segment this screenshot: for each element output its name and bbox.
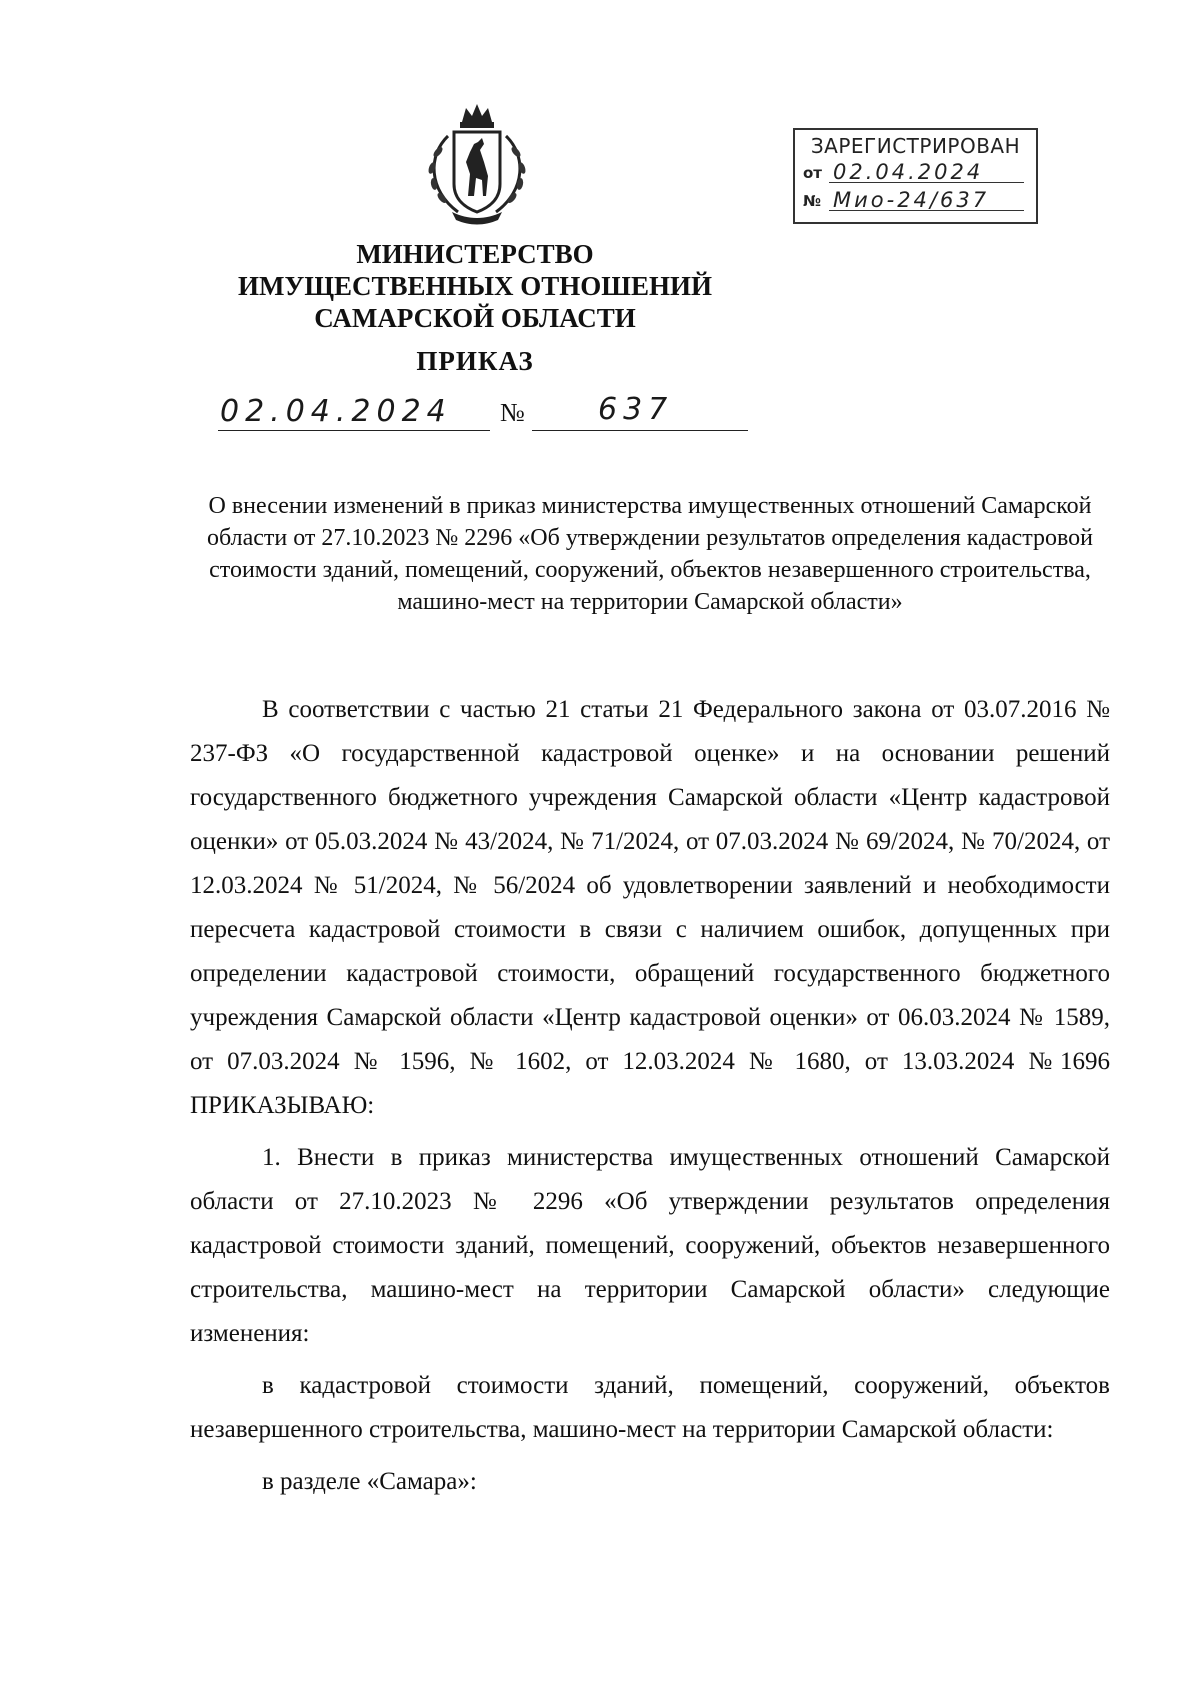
stamp-number-row xyxy=(803,186,1028,214)
body-paragraph: 1. Внести в приказ министерства имущественных отношений Самарской области от 27.10.2023 № 2296 «Об утверждении результатов определения кадастровой стоимости зданий, помещений, сооружений, объектов незавершенного строительства, машино-мест на территории Самарской области» следующие изменения: xyxy=(190,1144,1110,1347)
date-underline xyxy=(218,430,490,431)
stamp-date-label: от xyxy=(803,164,822,182)
stamp-number-value: Мио-24/637 xyxy=(833,188,990,212)
stamp-number-underline xyxy=(829,210,1024,211)
stamp-title: ЗАРЕГИСТРИРОВАН xyxy=(810,134,1021,158)
stamp-date-underline xyxy=(829,182,1024,183)
stamp-date-row xyxy=(803,158,1028,186)
registration-stamp xyxy=(793,128,1038,224)
order-date: 02.04.2024 xyxy=(220,394,452,429)
ministry-name xyxy=(215,238,735,334)
stamp-number-label: № xyxy=(803,192,822,210)
order-subject: О внесении изменений в приказ министерства имущественных отношений Самарской области от 27.10.2023 № 2296 «Об утверждении результатов определения кадастровой стоимости зданий, помещений, сооружений, объектов незавершенного строительства, машино-мест на территории Самарской области» xyxy=(207,493,1093,615)
number-underline xyxy=(532,430,748,431)
order-date-number-line xyxy=(218,390,748,440)
stamp-date-value: 02.04.2024 xyxy=(833,160,984,184)
body-paragraph: В соответствии с частью 21 статьи 21 Федерального закона от 03.07.2016 № 237-ФЗ «О государственной кадастровой оценке» и на основании решений государственного бюджетного учреждения Самарской области «Центр кадастровой оценки» от 05.03.2024 № 43/2024, № 71/2024, от 07.03.2024 № 69/2024, № 70/2024, от 12.03.2024 № 51/2024, № 56/2024 об удовлетворении заявлений и необходимости пересчета кадастровой стоимости в связи с наличием ошибок, допущенных при определении кадастровой стоимости, обращений государственного бюджетного учреждения Самарской области «Центр кадастровой оценки» от 06.03.2024 № 1589, от 07.03.2024 № 1596, № 1602, от 12.03.2024 № 1680, от 13.03.2024 №1696 ПРИКАЗЫВАЮ: xyxy=(190,696,1110,1119)
order-body xyxy=(190,688,1110,1510)
order-number: 637 xyxy=(598,392,674,427)
number-sign: № xyxy=(500,398,525,427)
ministry-name-line: МИНИСТЕРСТВО xyxy=(356,239,594,269)
coat-of-arms-emblem xyxy=(418,100,536,228)
document-type-title: ПРИКАЗ xyxy=(416,346,534,376)
ministry-name-line: ИМУЩЕСТВЕННЫХ ОТНОШЕНИЙ xyxy=(238,271,712,301)
body-paragraph: в кадастровой стоимости зданий, помещений, сооружений, объектов незавершенного строительства, машино-мест на территории Самарской области: xyxy=(190,1372,1110,1443)
ministry-name-line: САМАРСКОЙ ОБЛАСТИ xyxy=(314,303,636,333)
body-paragraph: в разделе «Самара»: xyxy=(262,1468,477,1495)
